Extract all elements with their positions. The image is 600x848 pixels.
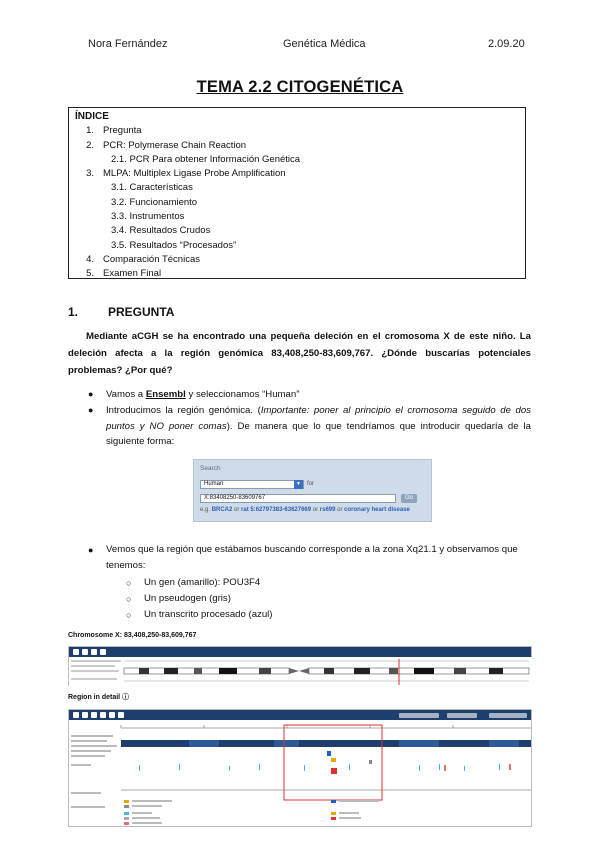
bullet-list-2: [86, 542, 531, 623]
search-input[interactable]: X:83408250-83609767: [200, 494, 396, 503]
search-heading: Search: [200, 465, 221, 472]
list-item: [86, 542, 531, 574]
toc-item[interactable]: [75, 196, 519, 210]
list-item: [86, 403, 531, 450]
bullet-icon: ●: [88, 405, 94, 415]
header-author: Nora Fernández: [88, 38, 168, 50]
zoom-icon[interactable]: [118, 712, 124, 718]
chromosome-label: Chromosome X: 83,408,250-83,609,767: [68, 632, 197, 639]
finding-text: Un gen (amarillo): POU3F4: [144, 577, 261, 588]
section-1-heading: [68, 305, 174, 319]
or-text: or: [312, 507, 319, 513]
example-link[interactable]: coronary heart disease: [344, 507, 410, 513]
circle-bullet-icon: ○: [126, 594, 132, 604]
eg-prefix: e.g.: [200, 507, 211, 513]
toc-item-label: Comparación Técnicas: [103, 253, 200, 265]
toc-item-label: Pregunta: [103, 125, 142, 137]
image-icon[interactable]: [109, 712, 115, 718]
bullet-text: ). De manera que lo que tendríamos que introducir quedaría de la siguiente forma:: [106, 420, 532, 447]
ensembl-search-box: [193, 459, 432, 522]
toc-item-label: PCR: Polymerase Chain Reaction: [103, 139, 247, 151]
list-item: [126, 575, 531, 591]
bullet-text: y seleccionamos “Human”: [185, 389, 300, 400]
toc-item-label: 3.4. Resultados Crudos: [111, 225, 211, 237]
example-link[interactable]: rs699: [319, 507, 336, 513]
panel-toolbar: [69, 647, 531, 657]
toc-item[interactable]: [75, 124, 519, 138]
finding-text: Un transcrito procesado (azul): [144, 609, 273, 620]
chromosome-ideogram: [69, 657, 533, 687]
toc-item[interactable]: [75, 267, 519, 281]
bullet-icon: ●: [88, 545, 94, 555]
toc-item[interactable]: [75, 153, 519, 167]
list-item: [126, 607, 531, 623]
page-title: TEMA 2.2 CITOGENÉTICA: [196, 78, 404, 96]
question-paragraph: Mediante aCGH se ha encontrado una pequeña deleción en el cromosoma X de este niño. La deleción afecta a la región genómica 83,408,250-83,609,767. ¿Dónde buscarías potenciales problemas? ¿Por qué?: [68, 331, 531, 376]
bullet-text: Vamos a: [106, 389, 146, 400]
toc-item[interactable]: [75, 181, 519, 195]
or-text: or: [337, 507, 343, 513]
toc-item[interactable]: [75, 167, 519, 181]
findings-list: [86, 575, 531, 623]
go-button[interactable]: Go: [401, 494, 417, 503]
or-text: or: [234, 507, 240, 513]
chromosome-overview-panel: [68, 646, 532, 686]
region-tracks: [69, 720, 532, 827]
gear-icon[interactable]: [73, 712, 79, 718]
toc-item-label: 3.5. Resultados “Procesados”: [111, 239, 237, 251]
toc-item-label: 3.2. Funcionamiento: [111, 196, 198, 208]
species-select[interactable]: [200, 480, 304, 489]
export-icon[interactable]: [91, 649, 97, 655]
toc-item-number: 1.: [86, 125, 94, 137]
copy-icon[interactable]: [100, 712, 106, 718]
region-detail-panel: [68, 709, 532, 827]
copy-icon[interactable]: [100, 649, 106, 655]
table-of-contents: [68, 107, 526, 279]
toc-item[interactable]: [75, 239, 519, 253]
toc-item-number: 2.: [86, 139, 94, 151]
share-icon[interactable]: [82, 649, 88, 655]
toc-item-label: 2.1. PCR Para obtener Información Genética: [111, 153, 301, 165]
share-icon[interactable]: [82, 712, 88, 718]
toc-item-label: 3.1. Características: [111, 182, 193, 194]
bullet-italic: Importante: poner al principio el cromosoma seguido de dos puntos y NO poner comas: [106, 405, 531, 432]
header-subject: Genética Médica: [283, 38, 366, 50]
list-item: [126, 591, 531, 607]
toc-item-label: 3.3. Instrumentos: [111, 211, 185, 223]
drag-select-toggle[interactable]: [489, 713, 527, 718]
bullet-icon: ●: [88, 389, 94, 399]
chevron-down-icon: ▼: [294, 480, 303, 489]
toc-item-number: 3.: [86, 168, 94, 180]
bullet-list-1: [86, 387, 531, 451]
species-value: Human: [204, 480, 224, 487]
section-title: PREGUNTA: [108, 305, 175, 319]
bullet-text: Introducimos la región genómica. (: [106, 405, 261, 416]
list-item: [86, 387, 531, 402]
ensembl-link[interactable]: Ensembl: [145, 389, 186, 400]
circle-bullet-icon: ○: [126, 610, 132, 620]
zoom-controls[interactable]: [447, 713, 477, 718]
search-examples: [200, 507, 425, 513]
toc-item-number: 5.: [86, 268, 94, 280]
toc-item-number: 4.: [86, 253, 94, 265]
for-label: for: [307, 481, 315, 487]
bullet-text: Vemos que la región que estábamos buscando corresponde a la zona Xq21.1 y observamos que tenemos:: [106, 544, 518, 571]
region-detail-label: Region in detail ⓘ: [68, 694, 130, 701]
gear-icon[interactable]: [73, 649, 79, 655]
navigation-controls[interactable]: [399, 713, 439, 718]
example-link[interactable]: rat 5:62797383-63627669: [241, 507, 312, 513]
example-link[interactable]: BRCA2: [211, 507, 233, 513]
toc-item[interactable]: [75, 253, 519, 267]
toc-item[interactable]: [75, 139, 519, 153]
circle-bullet-icon: ○: [126, 578, 132, 588]
toc-heading: ÍNDICE: [75, 111, 109, 122]
section-number: 1.: [68, 305, 79, 319]
toc-item[interactable]: [75, 210, 519, 224]
toc-item[interactable]: [75, 224, 519, 238]
header-date: 2.09.20: [488, 38, 525, 50]
export-icon[interactable]: [91, 712, 97, 718]
toc-item-label: Examen Final: [103, 268, 162, 280]
finding-text: Un pseudogen (gris): [144, 593, 231, 604]
toc-item-label: MLPA: Multiplex Ligase Probe Amplification: [103, 168, 286, 180]
